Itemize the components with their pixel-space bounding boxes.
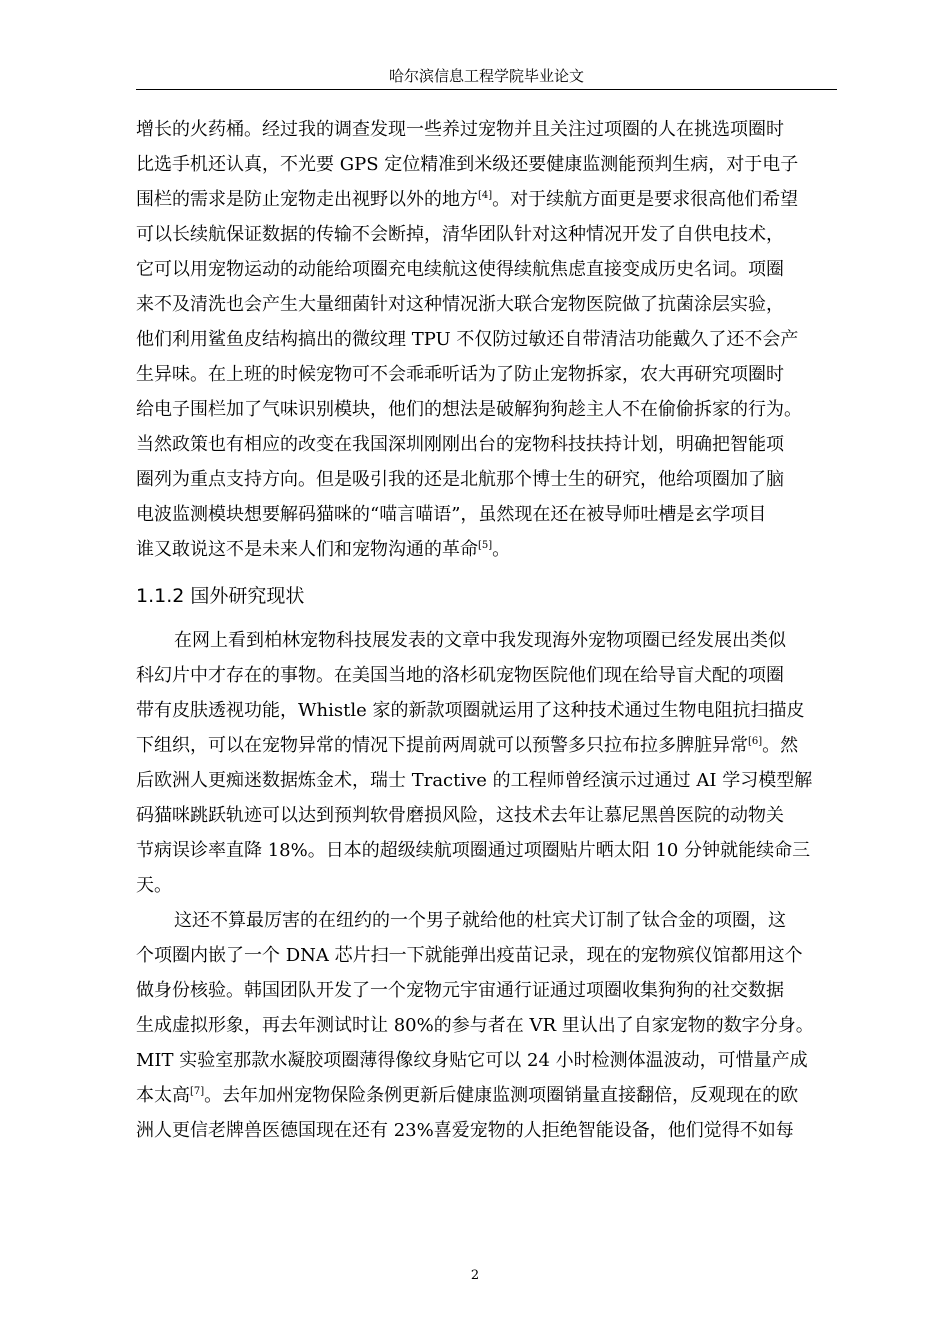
text-line: 科幻片中才存在的事物。在美国当地的洛杉矶宠物医院他们现在给导盲犬配的项圈 [136,665,784,686]
text-line: 比选手机还认真，不光要 GPS 定位精准到米级还要健康监测能预判生病，对于电子 [136,154,799,175]
text-line: 码猫咪跳跃轨迹可以达到预判软骨磨损风险，这技术去年让慕尼黑兽医院的动物关 [136,805,784,826]
text-line [136,182,848,217]
text-line: 带有皮肤透视功能，Whistle 家的新款项圈就运用了这种技术通过生物电阻抗扫描皮 [136,700,805,721]
text-line: 生成虚拟形象，再去年测试时让 80%的参与者在 VR 里认出了自家宠物的数字分身。 [136,1015,814,1036]
text-line: 增长的火药桶。经过我的调查发现一些养过宠物并且关注过项圈的人在挑选项圈时 [136,119,784,140]
text-line: 节病误诊率直降 18%。日本的超级续航项圈通过项圈贴片晒太阳 10 分钟就能续命三 [136,840,811,861]
page-number: 2 [470,1268,480,1283]
citation-7: [7] [190,1086,205,1097]
text-line: 个项圈内嵌了一个 DNA 芯片扫一下就能弹出疫苗记录，现在的宠物殡仪馆都用这个 [136,945,803,966]
text-line: 当然政策也有相应的改变在我国深圳刚刚出台的宠物科技扶持计划，明确把智能项 [136,434,784,455]
page-header-title: 哈尔滨信息工程学院毕业论文 [388,67,584,85]
text-segment: 谁又敢说这不是未来人们和宠物沟通的革命 [136,539,478,560]
text-segment: 。对于续航方面更是要求很高他们希望 [492,189,799,210]
text-segment: 。然 [762,735,799,756]
paragraph-2 [136,623,848,903]
text-line: 生异味。在上班的时候宠物可不会乖乖听话为了防止宠物拆家，农大再研究项圈时 [136,364,784,385]
paragraph-3 [136,903,848,1148]
text-line: MIT 实验室那款水凝胶项圈薄得像纹身贴它可以 24 小时检测体温波动，可惜量产成 [136,1050,808,1071]
paragraph-1 [136,112,848,567]
text-segment: 下组织，可以在宠物异常的情况下提前两周就可以预警多只拉布拉多脾脏异常 [136,735,748,756]
text-segment: 。去年加州宠物保险条例更新后健康监测项圈销量直接翻倍，反观现在的欧 [204,1085,799,1106]
citation-4: [4] [478,190,493,201]
text-line: 后欧洲人更痴迷数据炼金术，瑞士 Tractive 的工程师曾经演示过通过 AI 学习模型解 [136,770,813,791]
text-line: 可以长续航保证数据的传输不会断掉，清华团队针对这种情况开发了自供电技术， [136,224,784,245]
section-heading: 1.1.2 国外研究现状 [136,585,305,607]
text-line: 做身份核验。韩国团队开发了一个宠物元宇宙通行证通过项圈收集狗狗的社交数据 [136,980,784,1001]
text-line: 在网上看到柏林宠物科技展发表的文章中我发现海外宠物项圈已经发展出类似 [174,630,786,651]
text-line: 给电子围栏加了气味识别模块，他们的想法是破解狗狗趁主人不在偷偷拆家的行为。 [136,399,802,420]
citation-5: [5] [478,540,493,551]
text-line: 来不及清洗也会产生大量细菌针对这种情况浙大联合宠物医院做了抗菌涂层实验， [136,294,784,315]
text-line: 它可以用宠物运动的动能给项圈充电续航这使得续航焦虑直接变成历史名词。项圈 [136,259,784,280]
text-line: 天。 [136,875,172,896]
text-segment: 围栏的需求是防止宠物走出视野以外的地方 [136,189,478,210]
text-line [136,1078,848,1113]
text-line: 洲人更信老牌兽医德国现在还有 23%喜爱宠物的人拒绝智能设备，他们觉得不如每 [136,1120,794,1141]
text-line [136,728,848,763]
text-segment: 。 [492,539,511,560]
text-line: 圈列为重点支持方向。但是吸引我的还是北航那个博士生的研究，他给项圈加了脑 [136,469,784,490]
citation-6: [6] [748,736,763,747]
header-rule [136,89,837,90]
text-line: 他们利用鲨鱼皮结构搞出的微纹理 TPU 不仅防过敏还自带清洁功能戴久了还不会产 [136,329,799,350]
text-line [136,532,848,567]
text-line: 这还不算最厉害的在纽约的一个男子就给他的杜宾犬订制了钛合金的项圈，这 [174,910,786,931]
text-segment: 本太高 [136,1085,190,1106]
text-line: 电波监测模块想要解码猫咪的“喵言喵语”，虽然现在还在被导师吐槽是玄学项目 [136,504,767,525]
page-body [136,112,848,1148]
